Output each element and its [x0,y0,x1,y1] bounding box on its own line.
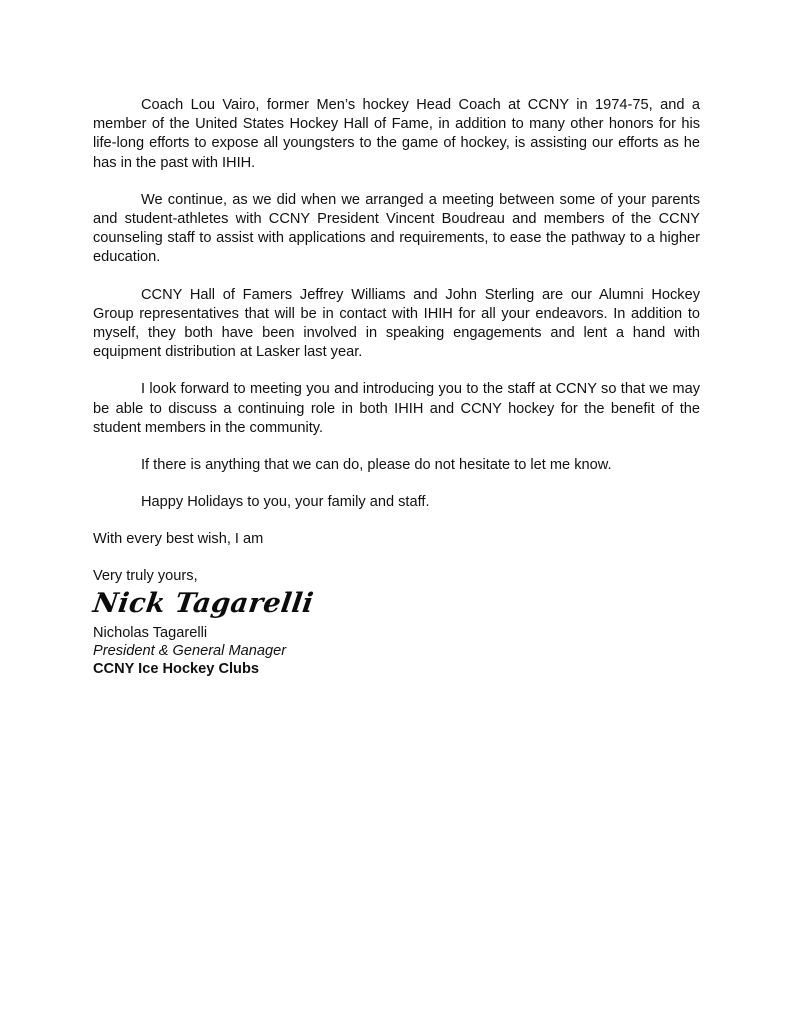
signer-organization: CCNY Ice Hockey Clubs [93,660,259,677]
paragraph-holidays: Happy Holidays to you, your family and staff. [141,494,430,511]
signature-block [93,624,700,678]
closing-line: With every best wish, I am [93,531,264,548]
paragraph-look-forward: I look forward to meeting you and introducing you to the staff at CCNY so that we may be able to discuss a continuing role in both IHIH and CCNY hockey for the benefit of the student members in the community. [93,381,700,436]
signer-name: Nicholas Tagarelli [93,624,208,641]
signer-title: President & General Manager [93,642,287,659]
paragraph-lou-vairo: Coach Lou Vairo, former Men’s hockey Head Coach at CCNY in 1974-75, and a member of the United States Hockey Hall of Fame, in addition to many other honors for his life-long efforts to expose all youngsters to the game of hockey, is assisting our efforts as he has in the past with IHIH. [93,97,700,171]
paragraph-meeting: We continue, as we did when we arranged a meeting between some of your parents and student-athletes with CCNY President Vincent Boudreau and members of the CCNY counseling staff to assist with applications and requirements, to ease the pathway to a higher education. [93,191,700,266]
letter-page [93,96,700,678]
valediction: Very truly yours, [93,567,198,584]
paragraph-hall-of-famers: CCNY Hall of Famers Jeffrey Williams and John Sterling are our Alumni Hockey Group representatives that will be in contact with IHIH for all your endeavors. In addition to myself, they both have been involved in speaking engagements and lent a hand with equipment distribution at Lasker last year. [93,286,700,361]
handwritten-signature: Nick Tagarelli [91,587,316,619]
paragraph-anything: If there is anything that we can do, please do not hesitate to let me know. [141,457,612,474]
